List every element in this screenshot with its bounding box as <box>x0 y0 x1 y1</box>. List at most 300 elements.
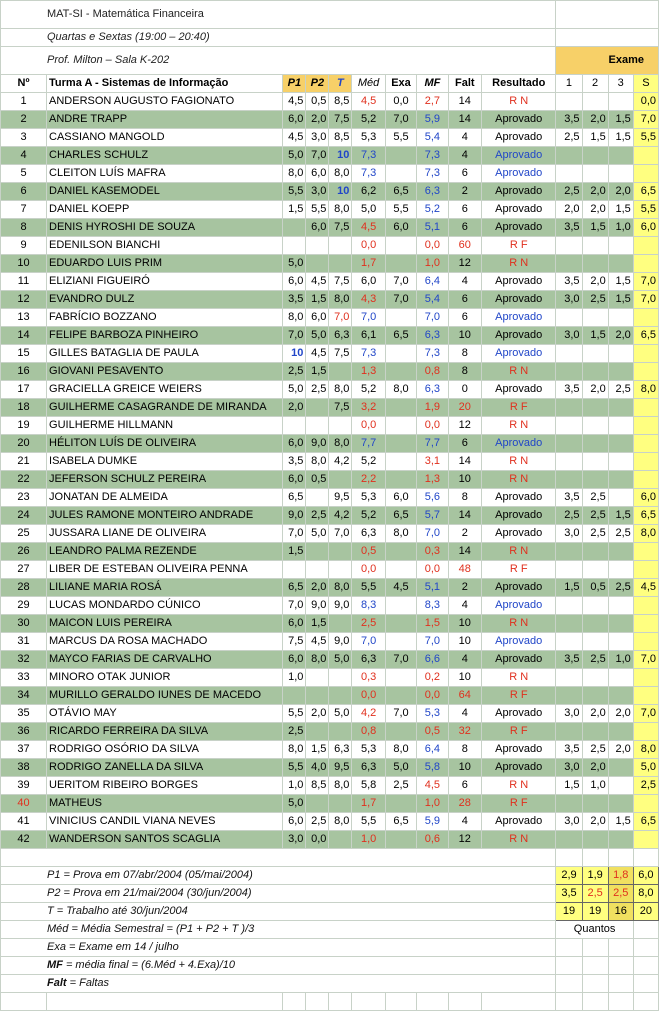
absences: 12 <box>448 255 481 273</box>
grade-p2: 0,0 <box>306 831 329 849</box>
grade-p2: 1,5 <box>306 615 329 633</box>
grade-mf: 5,1 <box>417 579 448 597</box>
student-number: 6 <box>1 183 47 201</box>
result-status: Aprovado <box>482 435 556 453</box>
result-status: R F <box>482 561 556 579</box>
student-row <box>1 561 659 579</box>
grade-mf: 0,3 <box>417 543 448 561</box>
grade-med: 6,3 <box>352 759 385 777</box>
grade-med: 5,3 <box>352 129 385 147</box>
grade-mf: 7,3 <box>417 147 448 165</box>
grade-t: 9,5 <box>329 759 352 777</box>
exam-part-1: 3,0 <box>556 327 582 345</box>
exam-sum: 7,0 <box>633 291 658 309</box>
student-name: MURILLO GERALDO IUNES DE MACEDO <box>47 687 283 705</box>
exam-part-1 <box>556 345 582 363</box>
exam-part-3 <box>608 669 633 687</box>
note-p2: P2 = Prova em 21/mai/2004 (30/jun/2004) <box>1 885 556 903</box>
grade-t: 8,0 <box>329 291 352 309</box>
exam-part-1 <box>556 669 582 687</box>
col-exam-1: 1 <box>556 75 582 93</box>
exam-part-2 <box>582 147 608 165</box>
grade-p2: 2,0 <box>306 705 329 723</box>
result-status: Aprovado <box>482 219 556 237</box>
exam-part-2 <box>582 345 608 363</box>
exam-part-1 <box>556 309 582 327</box>
student-row <box>1 615 659 633</box>
absences: 4 <box>448 129 481 147</box>
student-name: ANDRE TRAPP <box>47 111 283 129</box>
exam-part-3 <box>608 399 633 417</box>
note-med: Méd = Média Semestral = (P1 + P2 + T )/3 <box>1 921 556 939</box>
footer-row <box>1 885 659 903</box>
grade-p1: 6,0 <box>283 651 306 669</box>
exam-part-1: 2,0 <box>556 201 582 219</box>
exam-part-3: 1,5 <box>608 129 633 147</box>
student-number: 11 <box>1 273 47 291</box>
student-name: JONATAN DE ALMEIDA <box>47 489 283 507</box>
grade-p1: 5,0 <box>283 255 306 273</box>
student-row <box>1 507 659 525</box>
grade-mf: 1,3 <box>417 471 448 489</box>
grade-t <box>329 723 352 741</box>
grade-exa <box>385 237 416 255</box>
exam-sum <box>633 345 658 363</box>
exam-part-3 <box>608 237 633 255</box>
student-name: LILIANE MARIA ROSÁ <box>47 579 283 597</box>
grade-p2: 8,5 <box>306 777 329 795</box>
student-name: MATHEUS <box>47 795 283 813</box>
grade-t <box>329 363 352 381</box>
grade-exa <box>385 363 416 381</box>
grade-t <box>329 417 352 435</box>
exam-sum <box>633 165 658 183</box>
grade-p2: 6,0 <box>306 165 329 183</box>
student-number: 17 <box>1 381 47 399</box>
exam-part-3: 2,0 <box>608 327 633 345</box>
grade-p1: 6,0 <box>283 111 306 129</box>
exam-part-2: 2,5 <box>582 741 608 759</box>
grade-mf: 0,0 <box>417 687 448 705</box>
student-name: DANIEL KOEPP <box>47 201 283 219</box>
exam-part-2 <box>582 435 608 453</box>
grade-mf: 0,8 <box>417 363 448 381</box>
exam-part-3: 1,5 <box>608 273 633 291</box>
result-status: Aprovado <box>482 345 556 363</box>
exam-part-3 <box>608 435 633 453</box>
grade-exa: 7,0 <box>385 705 416 723</box>
result-status: R N <box>482 453 556 471</box>
student-row <box>1 435 659 453</box>
note-mf <box>1 957 556 975</box>
result-status: R N <box>482 93 556 111</box>
absences: 12 <box>448 417 481 435</box>
grade-t: 5,0 <box>329 651 352 669</box>
footer-row <box>1 939 659 957</box>
exam-part-3: 1,0 <box>608 651 633 669</box>
result-status: Aprovado <box>482 309 556 327</box>
exam-part-2 <box>582 543 608 561</box>
student-number: 30 <box>1 615 47 633</box>
exam-part-2 <box>582 93 608 111</box>
exam-sum: 7,0 <box>633 273 658 291</box>
absences: 6 <box>448 201 481 219</box>
exam-part-3 <box>608 489 633 507</box>
exam-part-3: 2,5 <box>608 579 633 597</box>
grade-exa <box>385 633 416 651</box>
exam-part-1 <box>556 363 582 381</box>
grade-med: 2,2 <box>352 471 385 489</box>
grade-p1: 7,0 <box>283 327 306 345</box>
result-status: R F <box>482 795 556 813</box>
column-headers <box>1 75 659 93</box>
exam-part-3: 1,5 <box>608 291 633 309</box>
grade-exa: 6,0 <box>385 489 416 507</box>
student-name: FELIPE BARBOZA PINHEIRO <box>47 327 283 345</box>
summary-value: 19 <box>582 903 608 921</box>
grade-mf: 1,5 <box>417 615 448 633</box>
student-number: 38 <box>1 759 47 777</box>
exam-part-2 <box>582 309 608 327</box>
grade-t: 8,5 <box>329 93 352 111</box>
result-status: Aprovado <box>482 129 556 147</box>
student-row <box>1 705 659 723</box>
grade-exa <box>385 399 416 417</box>
summary-value: 2,9 <box>556 867 582 885</box>
student-name: ELIZIANI FIGUEIRÓ <box>47 273 283 291</box>
grade-med: 7,3 <box>352 147 385 165</box>
absences: 4 <box>448 147 481 165</box>
grade-med: 6,1 <box>352 327 385 345</box>
student-number: 39 <box>1 777 47 795</box>
note-t: T = Trabalho até 30/jun/2004 <box>1 903 556 921</box>
result-status: Aprovado <box>482 813 556 831</box>
absences: 4 <box>448 597 481 615</box>
grade-mf: 2,7 <box>417 93 448 111</box>
student-name: LIBER DE ESTEBAN OLIVEIRA PENNA <box>47 561 283 579</box>
result-status: Aprovado <box>482 507 556 525</box>
student-row <box>1 345 659 363</box>
grade-med: 5,2 <box>352 381 385 399</box>
grade-mf: 1,0 <box>417 795 448 813</box>
exam-part-2 <box>582 453 608 471</box>
absences: 8 <box>448 345 481 363</box>
grade-p1: 3,0 <box>283 831 306 849</box>
exam-sum <box>633 453 658 471</box>
exam-part-1: 3,5 <box>556 219 582 237</box>
grade-exa <box>385 723 416 741</box>
exam-part-2: 2,5 <box>582 489 608 507</box>
grade-t: 10 <box>329 183 352 201</box>
student-row <box>1 471 659 489</box>
result-status: Aprovado <box>482 165 556 183</box>
exam-sum <box>633 255 658 273</box>
grade-t: 6,3 <box>329 741 352 759</box>
exam-part-2 <box>582 687 608 705</box>
grade-p1: 5,0 <box>283 381 306 399</box>
grade-med: 5,5 <box>352 813 385 831</box>
exam-part-1 <box>556 561 582 579</box>
exam-sum <box>633 561 658 579</box>
grade-mf: 6,4 <box>417 273 448 291</box>
grade-p2: 1,5 <box>306 291 329 309</box>
grade-med: 4,3 <box>352 291 385 309</box>
grade-t <box>329 237 352 255</box>
grade-med: 3,2 <box>352 399 385 417</box>
grade-p1: 6,0 <box>283 435 306 453</box>
grade-mf: 0,2 <box>417 669 448 687</box>
grade-p2: 2,0 <box>306 579 329 597</box>
student-name: FABRÍCIO BOZZANO <box>47 309 283 327</box>
exam-part-2: 1,5 <box>582 327 608 345</box>
student-number: 4 <box>1 147 47 165</box>
grade-t: 10 <box>329 147 352 165</box>
grade-p2: 6,0 <box>306 309 329 327</box>
exam-part-2 <box>582 237 608 255</box>
col-falt: Falt <box>448 75 481 93</box>
student-number: 23 <box>1 489 47 507</box>
grade-mf: 6,6 <box>417 651 448 669</box>
grade-exa <box>385 345 416 363</box>
exam-part-3 <box>608 597 633 615</box>
grade-t <box>329 615 352 633</box>
grade-p1: 6,0 <box>283 471 306 489</box>
result-status: R N <box>482 615 556 633</box>
grade-p2: 8,0 <box>306 651 329 669</box>
exam-part-1 <box>556 417 582 435</box>
student-number: 14 <box>1 327 47 345</box>
student-name: GRACIELLA GREICE WEIERS <box>47 381 283 399</box>
exam-part-3 <box>608 471 633 489</box>
student-number: 27 <box>1 561 47 579</box>
exam-part-3: 1,5 <box>608 111 633 129</box>
exam-part-1 <box>556 471 582 489</box>
grade-exa: 6,5 <box>385 507 416 525</box>
student-name: WANDERSON SANTOS SCAGLIA <box>47 831 283 849</box>
grade-med: 6,2 <box>352 183 385 201</box>
student-number: 8 <box>1 219 47 237</box>
grade-p1 <box>283 687 306 705</box>
grade-exa: 7,0 <box>385 651 416 669</box>
exam-part-1: 1,5 <box>556 579 582 597</box>
grade-exa <box>385 417 416 435</box>
absences: 6 <box>448 165 481 183</box>
exam-part-3 <box>608 147 633 165</box>
student-number: 12 <box>1 291 47 309</box>
grade-exa: 7,0 <box>385 291 416 309</box>
student-name: MAICON LUIS PEREIRA <box>47 615 283 633</box>
exam-sum: 6,0 <box>633 489 658 507</box>
student-number: 18 <box>1 399 47 417</box>
exam-part-1 <box>556 453 582 471</box>
grade-mf: 7,3 <box>417 165 448 183</box>
student-number: 19 <box>1 417 47 435</box>
exam-sum <box>633 597 658 615</box>
grade-exa: 5,5 <box>385 129 416 147</box>
exam-part-1: 3,5 <box>556 273 582 291</box>
exam-part-1 <box>556 399 582 417</box>
grade-exa <box>385 309 416 327</box>
grade-mf: 0,0 <box>417 561 448 579</box>
col-p2: P2 <box>306 75 329 93</box>
student-row <box>1 453 659 471</box>
student-name: GILLES BATAGLIA DE PAULA <box>47 345 283 363</box>
absences: 28 <box>448 795 481 813</box>
result-status: Aprovado <box>482 705 556 723</box>
grade-p2: 4,0 <box>306 759 329 777</box>
grade-t: 9,0 <box>329 633 352 651</box>
grade-exa: 6,0 <box>385 219 416 237</box>
student-number: 10 <box>1 255 47 273</box>
grade-mf: 6,3 <box>417 183 448 201</box>
student-number: 25 <box>1 525 47 543</box>
absences: 4 <box>448 273 481 291</box>
grade-mf: 7,0 <box>417 633 448 651</box>
grade-p1: 3,5 <box>283 291 306 309</box>
col-mf: MF <box>417 75 448 93</box>
grade-t: 5,0 <box>329 705 352 723</box>
result-status: Aprovado <box>482 759 556 777</box>
student-name: RODRIGO OSÓRIO DA SILVA <box>47 741 283 759</box>
summary-value: 16 <box>608 903 633 921</box>
exam-sum <box>633 543 658 561</box>
grade-p1: 6,5 <box>283 579 306 597</box>
grade-t: 9,0 <box>329 597 352 615</box>
grade-p2 <box>306 543 329 561</box>
student-row <box>1 255 659 273</box>
exam-sum: 0,0 <box>633 93 658 111</box>
grade-p2: 5,0 <box>306 327 329 345</box>
student-row <box>1 201 659 219</box>
grade-t: 7,0 <box>329 309 352 327</box>
absences: 8 <box>448 363 481 381</box>
result-status: Aprovado <box>482 651 556 669</box>
footer-row <box>1 975 659 993</box>
grade-exa <box>385 687 416 705</box>
grade-exa <box>385 255 416 273</box>
grade-t <box>329 471 352 489</box>
student-row <box>1 687 659 705</box>
student-row <box>1 111 659 129</box>
student-number: 35 <box>1 705 47 723</box>
grade-mf: 0,6 <box>417 831 448 849</box>
summary-value: 3,5 <box>556 885 582 903</box>
exam-part-1 <box>556 543 582 561</box>
grade-t <box>329 543 352 561</box>
exam-part-1 <box>556 633 582 651</box>
student-number: 29 <box>1 597 47 615</box>
grade-mf: 5,8 <box>417 759 448 777</box>
student-name: ISABELA DUMKE <box>47 453 283 471</box>
grade-med: 5,5 <box>352 579 385 597</box>
grade-med: 5,8 <box>352 777 385 795</box>
exam-sum: 5,5 <box>633 201 658 219</box>
absences: 14 <box>448 507 481 525</box>
col-med: Méd <box>352 75 385 93</box>
student-name: MINORO OTAK JUNIOR <box>47 669 283 687</box>
exam-part-2 <box>582 723 608 741</box>
student-number: 37 <box>1 741 47 759</box>
result-status: Aprovado <box>482 489 556 507</box>
grade-p2: 5,0 <box>306 525 329 543</box>
result-status: R F <box>482 237 556 255</box>
exame-header: Exame <box>556 47 659 75</box>
student-number: 33 <box>1 669 47 687</box>
result-status: R N <box>482 417 556 435</box>
quantos-label: Quantos <box>556 921 633 939</box>
exam-part-2: 1,5 <box>582 219 608 237</box>
footer-row <box>1 867 659 885</box>
grade-p2: 9,0 <box>306 435 329 453</box>
exam-part-3 <box>608 453 633 471</box>
grade-mf: 3,1 <box>417 453 448 471</box>
grade-mf: 5,7 <box>417 507 448 525</box>
grade-p1: 5,5 <box>283 183 306 201</box>
grade-p1: 2,5 <box>283 363 306 381</box>
exam-sum <box>633 831 658 849</box>
grade-t <box>329 831 352 849</box>
exam-part-2 <box>582 597 608 615</box>
exam-part-3 <box>608 345 633 363</box>
absences: 4 <box>448 813 481 831</box>
exam-sum <box>633 687 658 705</box>
exam-part-3 <box>608 561 633 579</box>
grade-t: 7,5 <box>329 273 352 291</box>
grade-exa: 8,0 <box>385 525 416 543</box>
grade-mf: 7,7 <box>417 435 448 453</box>
student-name: GUILHERME HILLMANN <box>47 417 283 435</box>
exam-part-3 <box>608 759 633 777</box>
grade-exa <box>385 831 416 849</box>
grade-exa: 8,0 <box>385 741 416 759</box>
grade-p2: 3,0 <box>306 129 329 147</box>
exam-sum: 6,0 <box>633 219 658 237</box>
exam-part-3 <box>608 543 633 561</box>
grade-exa <box>385 435 416 453</box>
absences: 8 <box>448 489 481 507</box>
student-row <box>1 669 659 687</box>
grade-p1: 6,0 <box>283 273 306 291</box>
col-t: T <box>329 75 352 93</box>
absences: 6 <box>448 435 481 453</box>
student-name: MARCUS DA ROSA MACHADO <box>47 633 283 651</box>
student-name: VINICIUS CANDIL VIANA NEVES <box>47 813 283 831</box>
exam-part-1: 1,5 <box>556 777 582 795</box>
col-exam-3: 3 <box>608 75 633 93</box>
exam-part-2 <box>582 795 608 813</box>
grade-exa: 4,5 <box>385 579 416 597</box>
grade-med: 2,5 <box>352 615 385 633</box>
grade-p2: 2,5 <box>306 507 329 525</box>
grade-t: 8,0 <box>329 435 352 453</box>
student-name: ANDERSON AUGUSTO FAGIONATO <box>47 93 283 111</box>
grade-exa <box>385 795 416 813</box>
exam-part-1: 2,5 <box>556 183 582 201</box>
note-falt <box>1 975 556 993</box>
student-name: LUCAS MONDARDO CÚNICO <box>47 597 283 615</box>
student-row <box>1 741 659 759</box>
absences: 2 <box>448 579 481 597</box>
student-name: UERITOM RIBEIRO BORGES <box>47 777 283 795</box>
result-status: R N <box>482 777 556 795</box>
grade-p2 <box>306 687 329 705</box>
grade-mf: 7,0 <box>417 525 448 543</box>
exam-part-1: 2,5 <box>556 507 582 525</box>
student-number: 36 <box>1 723 47 741</box>
grade-med: 0,3 <box>352 669 385 687</box>
grade-med: 7,7 <box>352 435 385 453</box>
grade-p1: 5,5 <box>283 759 306 777</box>
